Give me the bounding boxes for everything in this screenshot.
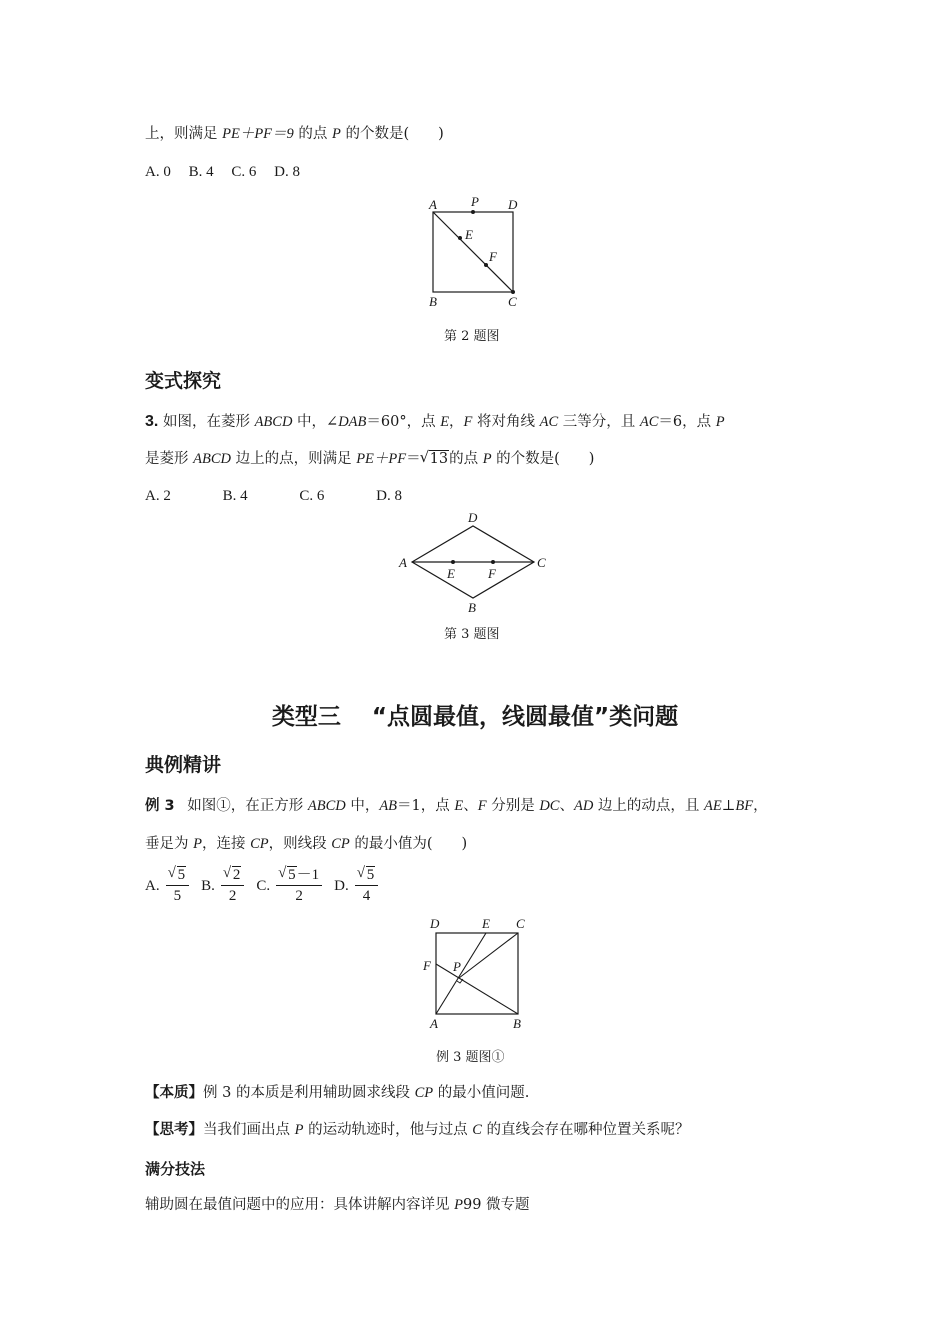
example3-label: 例 3 <box>145 798 175 814</box>
ex3-var: P <box>193 836 202 852</box>
think-text: 的直线会存在哪种位置关系呢？ <box>481 1122 690 1138</box>
full-score-text <box>145 1195 530 1215</box>
ex3-var: AB <box>379 798 398 814</box>
svg-text:A: A <box>429 197 437 212</box>
ex3-option-d-fraction <box>355 866 379 905</box>
ex3-text: 分别是 <box>486 798 540 814</box>
q2-expression: PE＋PF＝9 <box>222 126 294 142</box>
denominator: 2 <box>295 888 303 904</box>
example-section-title: 典例精讲 <box>145 754 222 776</box>
svg-text:F: F <box>423 958 431 973</box>
sqrt-2: √ 2 <box>232 866 242 883</box>
ex3-text: ＝1，点 <box>397 798 455 814</box>
q3-text: 三等分，且 <box>558 414 640 430</box>
q3-text: 是菱形 <box>145 451 194 467</box>
ex3-text: ⊥ <box>721 798 736 814</box>
svg-text:P: P <box>471 194 479 209</box>
denominator: 2 <box>228 888 237 904</box>
essence-note <box>145 1083 529 1103</box>
q3-text: 的个数是( ) <box>491 451 595 467</box>
q3-text: 中，∠ <box>292 414 339 430</box>
ex3-text: 、 <box>463 798 478 814</box>
q2-option-d: D. 8 <box>274 164 300 180</box>
svg-text:C: C <box>537 555 546 570</box>
q3-stem-line2 <box>145 449 594 469</box>
example3-stem-line2 <box>145 834 467 854</box>
think-note <box>145 1120 689 1140</box>
ex3-option-a-letter: A. <box>145 877 160 894</box>
q3-rhombus-figure <box>395 508 555 618</box>
ex3-var: BF <box>735 798 754 814</box>
ex3-text: 垂足为 <box>145 836 194 852</box>
q3-stem-line1 <box>145 412 725 432</box>
num-suffix: －1 <box>296 867 320 883</box>
ex3-option-a-fraction <box>166 866 190 905</box>
q3-option-d: D. 8 <box>376 488 402 504</box>
q3-options <box>145 486 450 506</box>
q3-text: 边上的点，则满足 <box>230 451 357 467</box>
q3-figure-caption: 第 3 题图 <box>444 627 500 642</box>
svg-text:A: A <box>399 555 407 570</box>
q2-text: 的点 <box>293 126 333 142</box>
q3-option-a: A. 2 <box>145 488 171 504</box>
q3-text: ＝60°，点 <box>366 414 441 430</box>
svg-text:B: B <box>429 294 437 309</box>
essence-tag: 【本质】 <box>145 1085 203 1101</box>
essence-text: 例 3 的本质是利用辅助圆求线段 <box>203 1085 415 1101</box>
example3-stem-line1 <box>145 796 768 816</box>
ex3-var: CP <box>250 836 269 852</box>
q2-square-figure <box>420 194 530 314</box>
q3-option-b: B. 4 <box>222 488 248 504</box>
svg-text:E: E <box>465 227 473 242</box>
ex3-text: 的最小值为( ) <box>349 836 468 852</box>
svg-text:C: C <box>508 294 517 309</box>
sqrt-5: √ 5 <box>177 866 187 883</box>
svg-text:D: D <box>468 510 478 525</box>
svg-text:D: D <box>508 197 518 212</box>
svg-text:E: E <box>482 916 490 931</box>
example3-square-figure <box>418 914 538 1034</box>
svg-text:C: C <box>516 916 525 931</box>
q3-text: ＝ <box>406 451 421 467</box>
q3-var: AC <box>639 414 659 430</box>
ex3-text: ， <box>753 798 768 814</box>
ex3-text: 、 <box>559 798 574 814</box>
ex3-text: 如图①，在正方形 <box>187 798 308 814</box>
q3-text: ， <box>449 414 464 430</box>
example3-figure-caption: 例 3 题图① <box>436 1050 505 1065</box>
ex3-text: 中， <box>345 798 380 814</box>
q2-option-b: B. 4 <box>188 164 214 180</box>
q3-text: 将对角线 <box>472 414 540 430</box>
denominator: 5 <box>173 888 182 904</box>
think-var: P <box>294 1122 304 1138</box>
sqrt-5: √ 5 <box>287 866 297 883</box>
ex3-var: ABCD <box>307 798 346 814</box>
q3-var: PE＋PF <box>356 451 407 467</box>
q3-var: DAB <box>338 414 367 430</box>
full-score-title: 满分技法 <box>145 1160 206 1178</box>
full-score-body: 99 微专题 <box>462 1197 530 1213</box>
sqrt-13: √ 13 <box>429 450 449 467</box>
think-text: 当我们画出点 <box>203 1122 295 1138</box>
q2-figure-caption: 第 2 题图 <box>444 329 500 344</box>
ex3-var: E <box>454 798 464 814</box>
svg-text:P: P <box>453 959 461 974</box>
variant-section-title: 变式探究 <box>145 370 222 392</box>
svg-text:A: A <box>430 1016 438 1031</box>
ex3-var: DC <box>539 798 560 814</box>
think-var: C <box>472 1122 482 1138</box>
think-tag: 【思考】 <box>145 1122 203 1138</box>
svg-text:E: E <box>447 566 455 581</box>
svg-text:D: D <box>430 916 440 931</box>
ex3-var: AE <box>704 798 722 814</box>
ex3-var: CP <box>331 836 350 852</box>
ex3-option-b-fraction <box>221 866 245 905</box>
q2-option-a: A. 0 <box>145 164 171 180</box>
q2-text: 上，则满足 <box>145 126 223 142</box>
q3-number: 3. <box>145 413 159 430</box>
q3-var: F <box>463 414 473 430</box>
ex3-text: 边上的动点，且 <box>593 798 705 814</box>
q3-var: ABCD <box>193 451 231 467</box>
page-ref-var: P <box>454 1197 463 1213</box>
ex3-option-c-letter: C. <box>256 877 271 894</box>
essence-var: CP <box>414 1085 434 1101</box>
type3-title: 类型三 “点圆最值，线圆最值”类问题 <box>271 704 679 730</box>
q3-var: ABCD <box>254 414 293 430</box>
think-text: 的运动轨迹时，他与过点 <box>303 1122 473 1138</box>
ex3-option-d-letter: D. <box>334 877 349 894</box>
ex3-var: AD <box>573 798 594 814</box>
q3-var: P <box>482 451 492 467</box>
example3-options <box>145 866 384 905</box>
ex3-text: ，则线段 <box>268 836 332 852</box>
essence-text: 的最小值问题. <box>433 1085 530 1101</box>
q3-var: AC <box>539 414 559 430</box>
svg-text:F: F <box>489 249 497 264</box>
q2-stem <box>145 124 444 144</box>
q2-option-c: C. 6 <box>231 164 257 180</box>
q2-var: P <box>332 126 341 142</box>
ex3-option-b-letter: B. <box>201 877 215 894</box>
denominator: 4 <box>362 888 371 904</box>
q3-var: P <box>715 414 725 430</box>
q3-option-c: C. 6 <box>299 488 325 504</box>
svg-text:B: B <box>468 600 476 615</box>
ex3-option-c-fraction <box>276 866 322 905</box>
svg-text:F: F <box>488 566 496 581</box>
q3-text: ＝6，点 <box>658 414 716 430</box>
q3-text: 的点 <box>449 451 483 467</box>
ex3-var: F <box>477 798 487 814</box>
full-score-body: 辅助圆在最值问题中的应用：具体讲解内容详见 <box>145 1197 455 1213</box>
sqrt-5: √ 5 <box>366 866 376 883</box>
svg-text:B: B <box>513 1016 521 1031</box>
q2-text: 的个数是( ) <box>340 126 444 142</box>
ex3-text: ，连接 <box>201 836 251 852</box>
q3-text: 如图，在菱形 <box>162 414 255 430</box>
q3-var: E <box>440 414 450 430</box>
q2-options <box>145 162 314 182</box>
